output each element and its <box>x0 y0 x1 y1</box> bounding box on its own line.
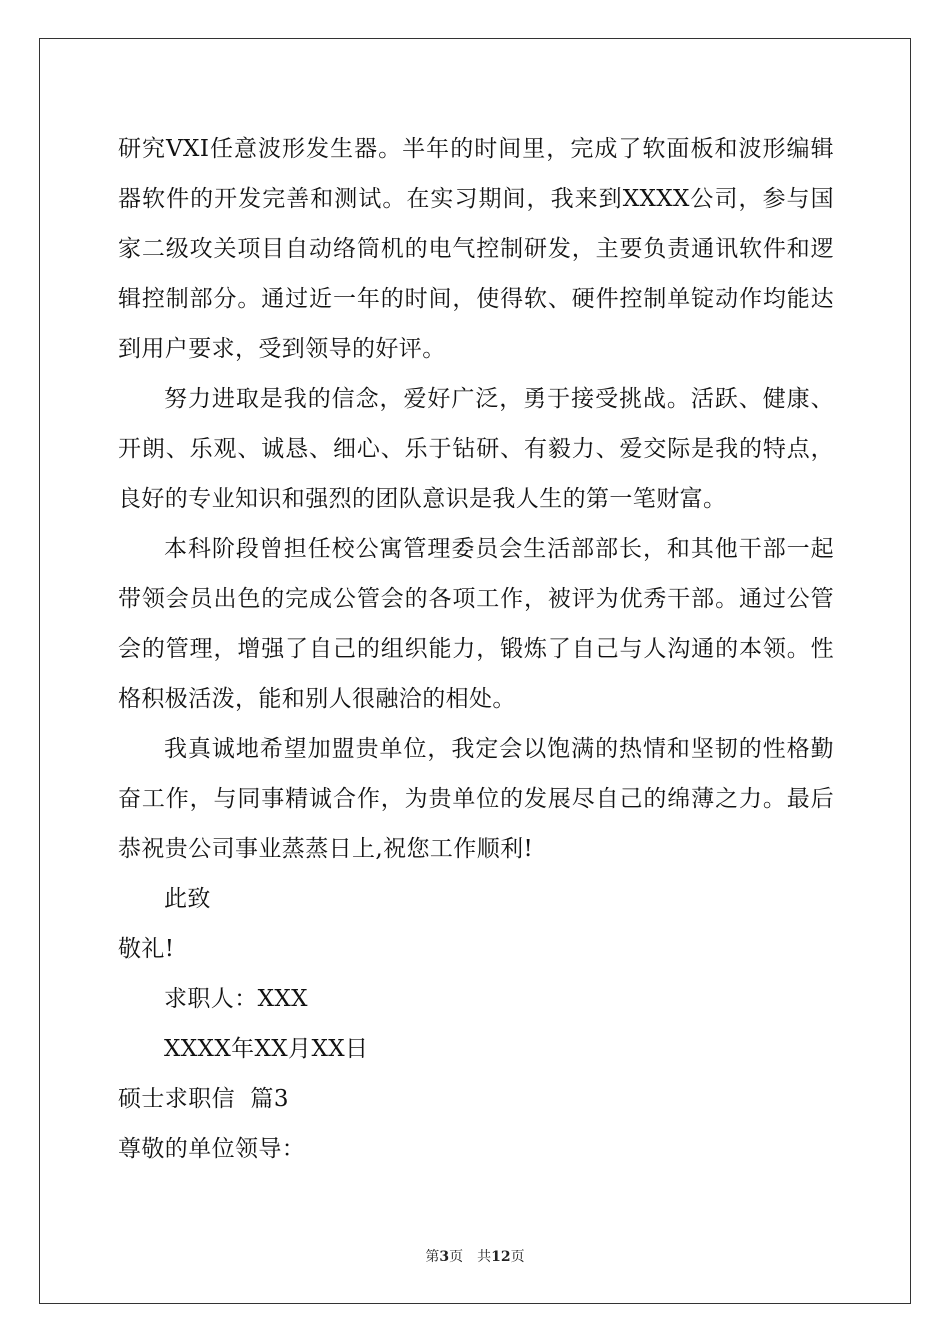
letter-date: XXXX年XX月XX日 <box>164 1036 369 1062</box>
paragraph-experience: 本科阶段曾担任校公寓管理委员会生活部部长，和其他干部一起带领会员出色的完成公管会的各项工作，被评为优秀干部。通过公管会的管理，增强了自己的组织能力，锻炼了自己与人沟通的本领。性格积极活泼，能和别人很融洽的相处。 <box>118 536 834 712</box>
footer-page-suffix: 页 <box>449 1249 464 1265</box>
footer-page-prefix: 第 <box>425 1249 440 1265</box>
salutation-jingli: 敬礼! <box>118 936 175 962</box>
footer-page-total: 12 <box>491 1249 511 1265</box>
greeting: 尊敬的单位领导： <box>118 1136 306 1162</box>
document-body <box>118 124 834 1174</box>
paragraph-continuation: 研究VXI任意波形发生器。半年的时间里，完成了软面板和波形编辑器软件的开发完善和测试。在实习期间，我来到XXXX公司，参与国家二级攻关项目自动络筒机的电气控制研发，主要负责通讯软件和逻辑控制部分。通过近一年的时间，使得软、硬件控制单锭动作均能达到用户要求，受到领导的好评。 <box>118 136 834 362</box>
footer-total-suffix: 页 <box>510 1249 525 1265</box>
footer-page-current: 3 <box>439 1249 450 1265</box>
salutation-cizhi: 此致 <box>164 886 211 912</box>
page-footer <box>0 1247 950 1267</box>
paragraph-personality: 努力进取是我的信念，爱好广泛，勇于接受挑战。活跃、健康、开朗、乐观、诚恳、细心、乐于钻研、有毅力、爱交际是我的特点，良好的专业知识和强烈的团队意识是我人生的第一笔财富。 <box>118 386 834 512</box>
section-heading: 硕士求职信 篇3 <box>118 1086 289 1112</box>
applicant-signature: 求职人：XXX <box>164 986 308 1012</box>
paragraph-closing: 我真诚地希望加盟贵单位，我定会以饱满的热情和坚韧的性格勤奋工作，与同事精诚合作，为贵单位的发展尽自己的绵薄之力。最后恭祝贵公司事业蒸蒸日上,祝您工作顺利! <box>118 736 834 862</box>
footer-total-prefix: 共 <box>477 1249 492 1265</box>
